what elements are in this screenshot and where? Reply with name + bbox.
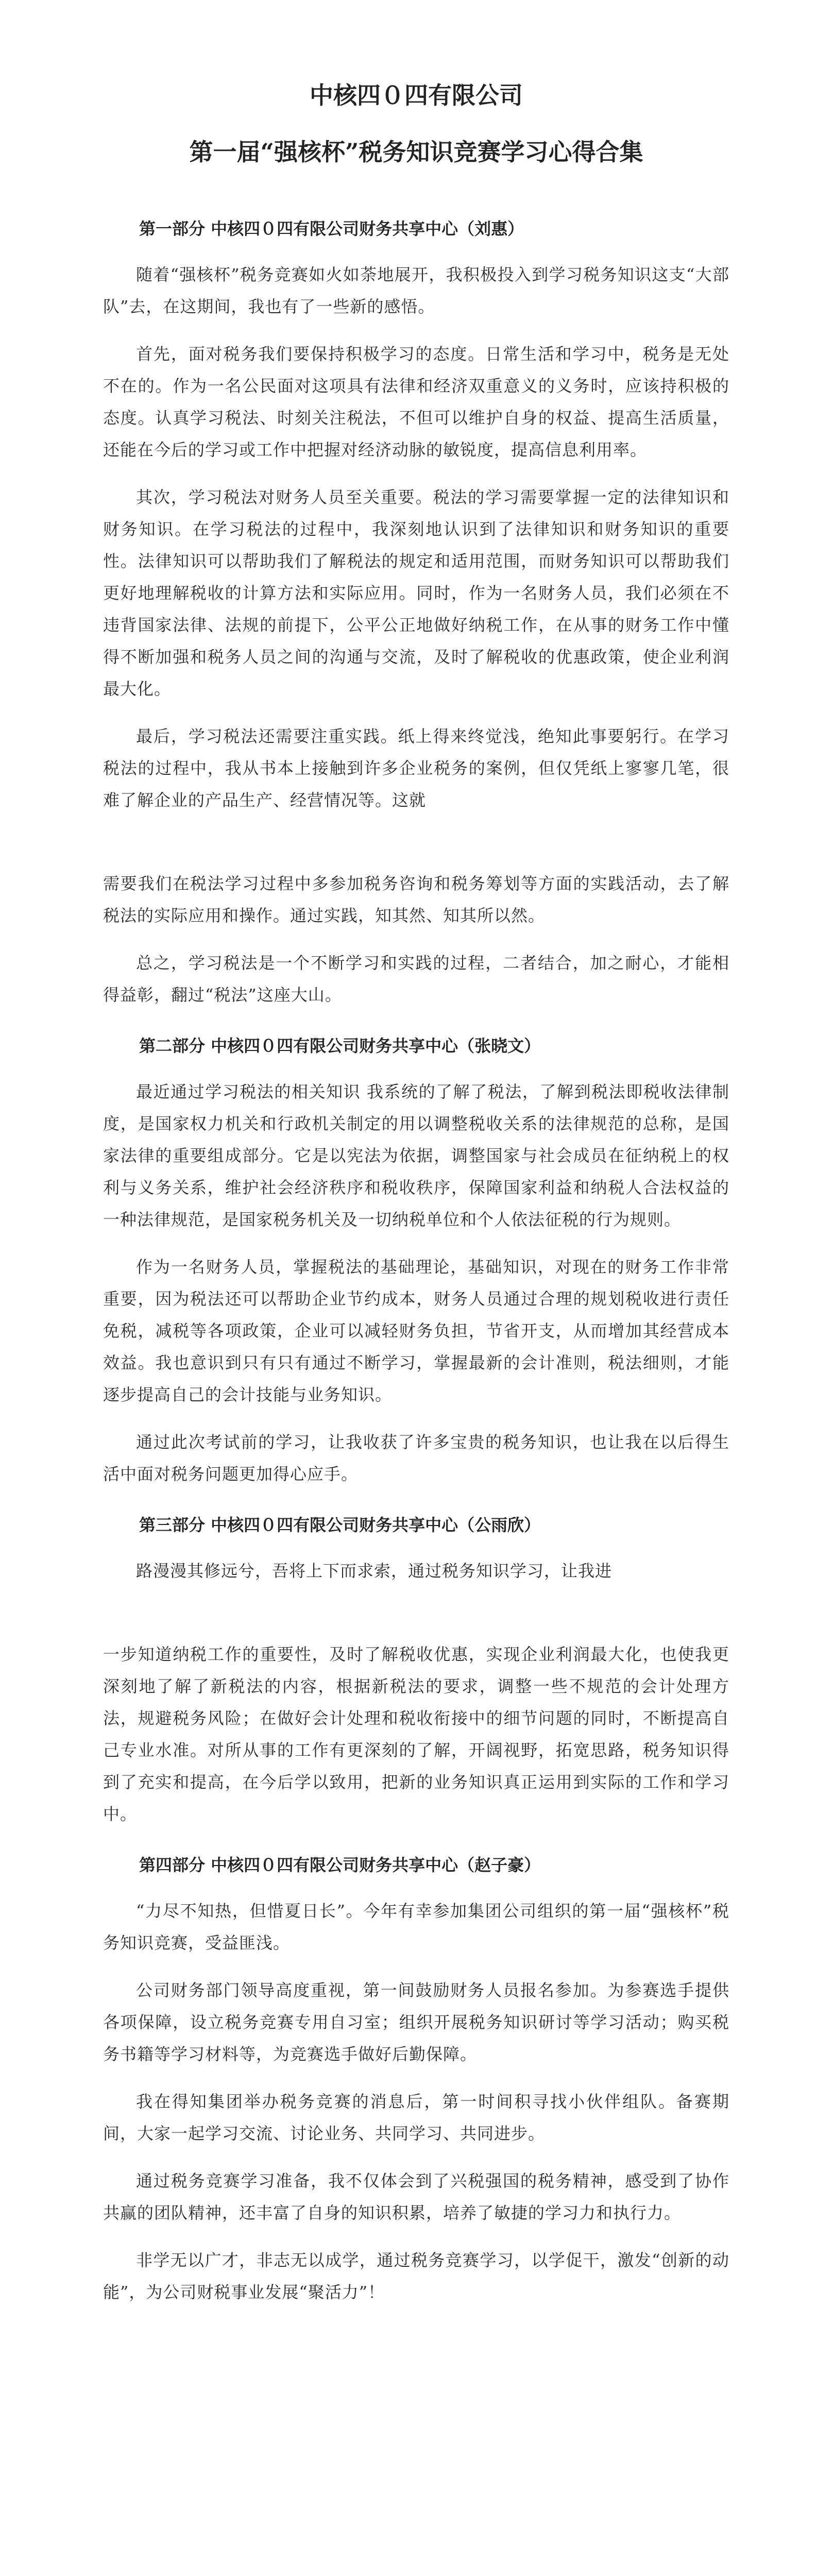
section-heading-1: 第一部分 中核四０四有限公司财务共享中心（刘惠） bbox=[139, 219, 524, 239]
section-heading-3: 第三部分 中核四０四有限公司财务共享中心（公雨欣） bbox=[139, 1515, 541, 1535]
paragraph: 最后，学习税法还需要注重实践。纸上得来终觉浅，绝知此事要躬行。在学习税法的过程中，我从书本上接触到许多企业税务的案例，但仅凭纸上寥寥几笔，很难了解企业的产品生产、经营情况等。这就 bbox=[103, 726, 729, 810]
paragraph: 我在得知集团举办税务竞赛的消息后，第一时间积寻找小伙伴组队。备赛期间，大家一起学习交流、讨论业务、共同学习、共同进步。 bbox=[103, 2092, 729, 2143]
paragraph: 作为一名财务人员，掌握税法的基础理论，基础知识，对现在的财务工作非常重要，因为税法还可以帮助企业节约成本，财务人员通过合理的规划税收进行责任免税，减税等各项政策，企业可以减轻财务负担，节省开支，从而增加其经营成本效益。我也意识到只有只有通过不断学习，掌握最新的会计准则，税法细则，才能逐步提高自己的会计技能与业务知识。 bbox=[103, 1257, 729, 1404]
section-heading-2: 第二部分 中核四０四有限公司财务共享中心（张晓文） bbox=[139, 1036, 541, 1056]
section-heading-4: 第四部分 中核四０四有限公司财务共享中心（赵子豪） bbox=[139, 1855, 541, 1875]
paragraph: 一步知道纳税工作的重要性，及时了解税收优惠，实现企业利润最大化，也使我更深刻地了解了新税法的内容，根据新税法的要求，调整一些不规范的会计处理方法，规避税务风险；在做好会计处理和税收衔接中的细节问题的同时，不断提高自己专业水准。对所从事的工作有更深刻的了解，开阔视野，拓宽思路，税务知识得到了充实和提高，在今后学以致用，把新的业务知识真正运用到实际的工作和学习中。 bbox=[103, 1645, 729, 1824]
page-gap bbox=[103, 832, 729, 868]
paragraph: 通过税务竞赛学习准备，我不仅体会到了兴税强国的税务精神，感受到了协作共赢的团队精神，还丰富了自身的知识积累，培养了敏捷的学习力和执行力。 bbox=[103, 2171, 729, 2223]
paragraph: 公司财务部门领导高度重视，第一间鼓励财务人员报名参加。为参赛选手提供各项保障，设立税务竞赛专用自习室；组织开展税务知识研讨等学习活动；购买税务书籍等学习材料等，为竞赛选手做好后勤保障。 bbox=[103, 1980, 729, 2064]
paragraph: 随着“强核杯”税务竞赛如火如荼地展开，我积极投入到学习税务知识这支“大部队”去，在这期间，我也有了一些新的感悟。 bbox=[103, 265, 729, 316]
document-title: 第一届“强核杯”税务知识竞赛学习心得合集 bbox=[189, 138, 643, 166]
paragraph: 最近通过学习税法的相关知识 我系统的了解了税法，了解到税法即税收法律制度，是国家权力机关和行政机关制定的用以调整税收关系的法律规范的总称，是国家法律的重要组成部分。它是以宪法为依据，调整国家与社会成员在征纳税上的权利与义务关系，维护社会经济秩序和税收秩序，保障国家利益和纳税人合法权益的一种法律规范，是国家税务机关及一切纳税单位和个人依法征税的行为规则。 bbox=[103, 1082, 729, 1229]
paragraph: 总之，学习税法是一个不断学习和实践的过程，二者结合，加之耐心，才能相得益彰，翻过“税法”这座大山。 bbox=[103, 953, 729, 1005]
page-gap bbox=[103, 1602, 729, 1638]
paragraph: 其次，学习税法对财务人员至关重要。税法的学习需要掌握一定的法律知识和财务知识。在学习税法的过程中，我深刻地认识到了法律知识和财务知识的重要性。法律知识可以帮助我们了解税法的规定和适用范围，而财务知识可以帮助我们更好地理解税收的计算方法和实际应用。同时，作为一名财务人员，我们必须在不违背国家法律、法规的前提下，公平公正地做好纳税工作，在从事的财务工作中懂得不断加强和税务人员之间的沟通与交流，及时了解税收的优惠政策，使企业利润最大化。 bbox=[103, 487, 729, 699]
paragraph: 需要我们在税法学习过程中多参加税务咨询和税务筹划等方面的实践活动，去了解税法的实际应用和操作。通过实践，知其然、知其所以然。 bbox=[103, 874, 729, 925]
paragraph: “力尽不知热，但惜夏日长”。今年有幸参加集团公司组织的第一届“强核杯”税务知识竞赛，受益匪浅。 bbox=[103, 1901, 729, 1953]
paragraph: 路漫漫其修远兮，吾将上下而求索，通过税务知识学习，让我进 bbox=[136, 1561, 612, 1581]
paragraph: 首先，面对税务我们要保持积极学习的态度。日常生活和学习中，税务是无处不在的。作为一名公民面对这项具有法律和经济双重意义的义务时，应该持积极的态度。认真学习税法、时刻关注税法，不但可以维护自身的权益、提高生活质量，还能在今后的学习或工作中把握对经济动脉的敏锐度，提高信息利用率。 bbox=[103, 344, 729, 460]
paragraph: 通过此次考试前的学习，让我收获了许多宝贵的税务知识，也让我在以后得生活中面对税务问题更加得心应手。 bbox=[103, 1432, 729, 1484]
paragraph: 非学无以广才，非志无以成学，通过税务竞赛学习，以学促干，激发“创新的动能”，为公司财税事业发展“聚活力”！ bbox=[103, 2250, 729, 2302]
company-title: 中核四０四有限公司 bbox=[310, 81, 523, 109]
